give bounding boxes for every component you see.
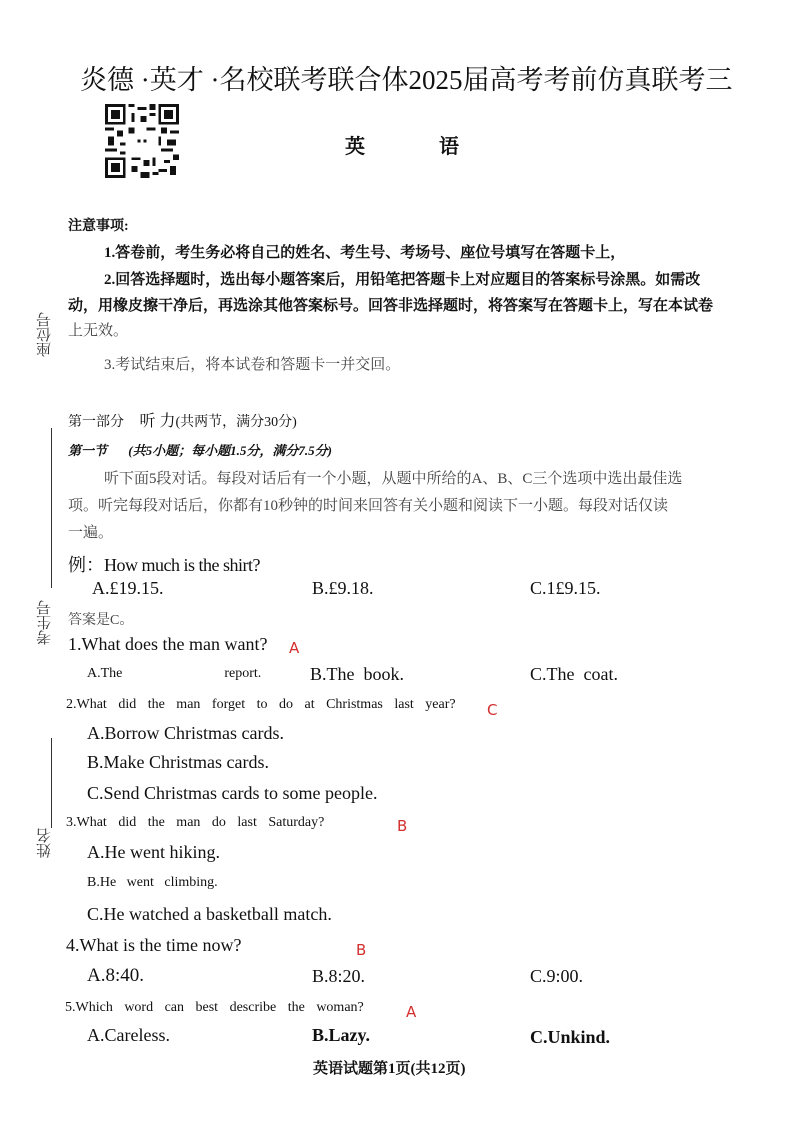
instructions-line-1: 听下面5段对话。每段对话后有一个小题，从题中所给的A、B、C三个选项中选出最佳选 — [104, 471, 683, 487]
answer-mark-2: C — [487, 701, 498, 719]
answer-mark-1: A — [289, 639, 300, 657]
notice-item-3: 3.考试结束后，将本试卷和答题卡一并交回。 — [104, 357, 401, 373]
q2-option-a: A.Borrow Christmas cards. — [87, 723, 284, 743]
section-heading — [68, 440, 332, 459]
instructions-line-3: 一遍。 — [68, 525, 114, 541]
q3-option-b: B.He went climbing. — [87, 875, 218, 890]
example-prefix: 例： — [68, 555, 104, 575]
part-heading — [68, 408, 297, 431]
q4-option-b: B.8:20. — [312, 966, 366, 986]
example-option-a: A.£19.15. — [92, 578, 164, 598]
answer-mark-5: A — [406, 1003, 417, 1021]
qr-code-icon — [105, 103, 179, 179]
q3-option-c: C.He watched a basketball match. — [87, 904, 332, 924]
name-label: 姓名 — [37, 828, 53, 858]
answer-mark-3: B — [397, 817, 408, 835]
part-label: 第一部分 — [68, 415, 124, 430]
part-title: 听 力 — [139, 413, 176, 430]
notice-heading: 注意事项: — [68, 219, 129, 234]
part-info: (共两节，满分30分) — [175, 415, 297, 430]
question-5: 5.Which word can best describe the woman? — [65, 1000, 364, 1015]
notice-item-2: 2.回答选择题时，选出每小题答案后，用铅笔把答题卡上对应题目的答案标号涂黑。如需改 — [104, 272, 701, 288]
exam-number-label: 考生号 — [37, 600, 53, 645]
question-1: 1.What does the man want? — [68, 634, 268, 654]
example-option-c: C.1£9.15. — [530, 578, 601, 598]
example-option-b: B.£9.18. — [312, 578, 374, 598]
q2-option-c: C.Send Christmas cards to some people. — [87, 783, 378, 803]
notice-item-2-cont: 动，用橡皮擦干净后，再选涂其他答案标号。回答非选择题时，将答案写在答题卡上，写在本试卷 — [68, 298, 714, 314]
q1-option-c: C.The coat. — [530, 664, 618, 684]
section-info: (共5小题；每小题1.5分，满分7.5分) — [128, 443, 332, 458]
q2-option-b: B.Make Christmas cards. — [87, 752, 269, 772]
q1-option-a: A.The report. — [87, 666, 262, 681]
exam-number-line[interactable] — [51, 428, 52, 588]
example-text: How much is the shirt? — [104, 555, 260, 575]
notice-item-1: 1.答卷前，考生务必将自己的姓名、考生号、考场号、座位号填写在答题卡上， — [104, 245, 626, 261]
q4-option-c: C.9:00. — [530, 966, 584, 986]
example-question — [68, 551, 260, 577]
question-2: 2.What did the man forget to do at Christmas last year? — [66, 697, 456, 712]
q5-option-c: C.Unkind. — [530, 1027, 611, 1047]
q3-option-a: A.He went hiking. — [87, 842, 220, 862]
page-footer: 英语试题第1页(共12页) — [313, 1061, 466, 1077]
exam-title: 炎德 ·英才 ·名校联考联合体2025届高考考前仿真联考三 — [80, 65, 733, 95]
question-3: 3.What did the man do last Saturday? — [66, 815, 325, 830]
seat-number-label: 座位号 — [37, 312, 53, 357]
question-4: 4.What is the time now? — [66, 935, 242, 955]
subject-title — [345, 130, 459, 159]
name-line[interactable] — [51, 738, 52, 828]
example-answer: 答案是C。 — [68, 613, 134, 628]
answer-mark-4: B — [356, 941, 367, 959]
q1-option-b: B.The book. — [310, 664, 404, 684]
subject-char: 语 — [438, 134, 459, 158]
instructions-line-2: 项。听完每段对话后，你都有10秒钟的时间来回答有关小题和阅读下一小题。每段对话仅读 — [68, 498, 669, 514]
q5-option-a: A.Careless. — [87, 1025, 170, 1045]
subject-char: 英 — [345, 134, 365, 158]
section-label: 第一节 — [68, 443, 108, 458]
q4-option-a: A.8:40. — [87, 965, 144, 986]
q5-option-b: B.Lazy. — [312, 1025, 371, 1045]
notice-item-2-end: 上无效。 — [68, 323, 129, 339]
